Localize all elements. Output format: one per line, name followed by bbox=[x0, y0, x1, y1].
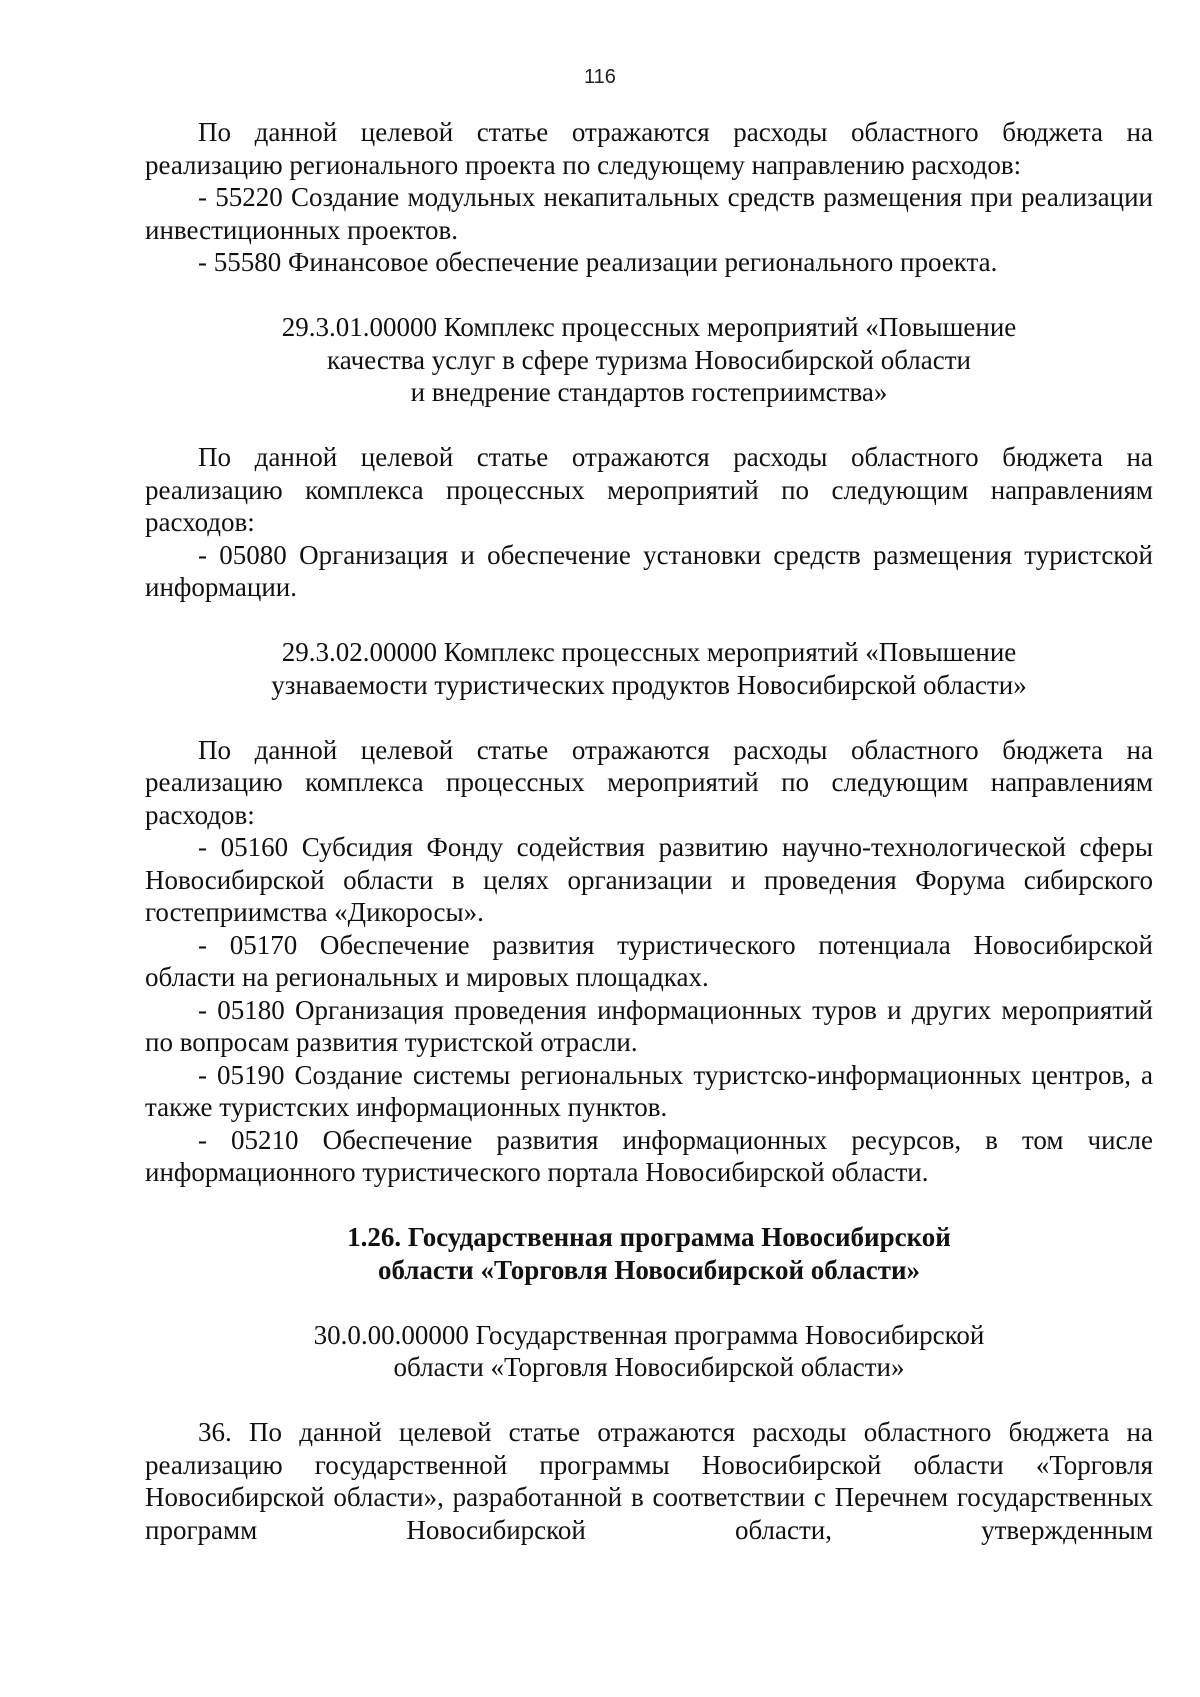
list-item: - 55580 Финансовое обеспечение реализации регионального проекта. bbox=[198, 247, 998, 277]
document-body bbox=[145, 116, 1153, 1546]
list-item: - 55220 Создание модульных некапитальных средств размещения при реализации инвестиционных проектов. bbox=[145, 182, 1153, 245]
section-heading-line: 30.0.00.00000 Государственная программа Новосибирской bbox=[313, 1319, 985, 1350]
paragraph: По данной целевой статье отражаются расходы областного бюджета на реализацию комплекса процессных мероприятий по следующим направлениям расходов: bbox=[145, 734, 1153, 830]
section-heading-line: и внедрение стандартов гостеприимства» bbox=[410, 377, 888, 407]
paragraph: 36. По данной целевой статье отражаются расходы областного бюджета на реализацию государственной программы Новосибирской области «Торговля Новосибирской области», разработанной в соответствии с Перечнем государственных программ Новосибирской области, утвержденным bbox=[145, 1417, 1153, 1545]
section-heading-line: области «Торговля Новосибирской области» bbox=[393, 1352, 905, 1382]
list-item: - 05180 Организация проведения информационных туров и других мероприятий по вопросам развития туристской отрасли. bbox=[145, 994, 1153, 1057]
program-heading-line: 1.26. Государственная программа Новосибирской bbox=[347, 1222, 951, 1252]
paragraph: По данной целевой статье отражаются расходы областного бюджета на реализацию комплекса процессных мероприятий по следующим направлениям расходов: bbox=[145, 442, 1153, 537]
list-item: - 05190 Создание системы региональных туристско-информационных центров, а также туристских информационных пунктов. bbox=[145, 1059, 1153, 1122]
paragraph: По данной целевой статье отражаются расходы областного бюджета на реализацию регионального проекта по следующему направлению расходов: bbox=[145, 117, 1153, 180]
section-heading-line: узнаваемости туристических продуктов Новосибирской области» bbox=[271, 669, 1027, 700]
list-item: - 05170 Обеспечение развития туристического потенциала Новосибирской области на региональных и мировых площадках. bbox=[145, 929, 1153, 992]
list-item: - 05080 Организация и обеспечение установки средств размещения туристской информации. bbox=[145, 539, 1153, 602]
section-heading-line: 29.3.01.00000 Комплекс процессных мероприятий «Повышение bbox=[281, 312, 1017, 342]
section-heading-line: 29.3.02.00000 Комплекс процессных мероприятий «Повышение bbox=[281, 637, 1017, 667]
list-item: - 05160 Субсидия Фонду содействия развитию научно-технологической сферы Новосибирской области в целях организации и проведения Форума сибирского гостеприимства «Дикоросы». bbox=[145, 832, 1153, 927]
program-heading-line: области «Торговля Новосибирской области» bbox=[377, 1254, 921, 1285]
page-number: 116 bbox=[584, 66, 616, 88]
list-item: - 05210 Обеспечение развития информационных ресурсов, в том числе информационного туристического портала Новосибирской области. bbox=[145, 1124, 1153, 1187]
section-heading-line: качества услуг в сфере туризма Новосибирской области bbox=[327, 344, 971, 375]
